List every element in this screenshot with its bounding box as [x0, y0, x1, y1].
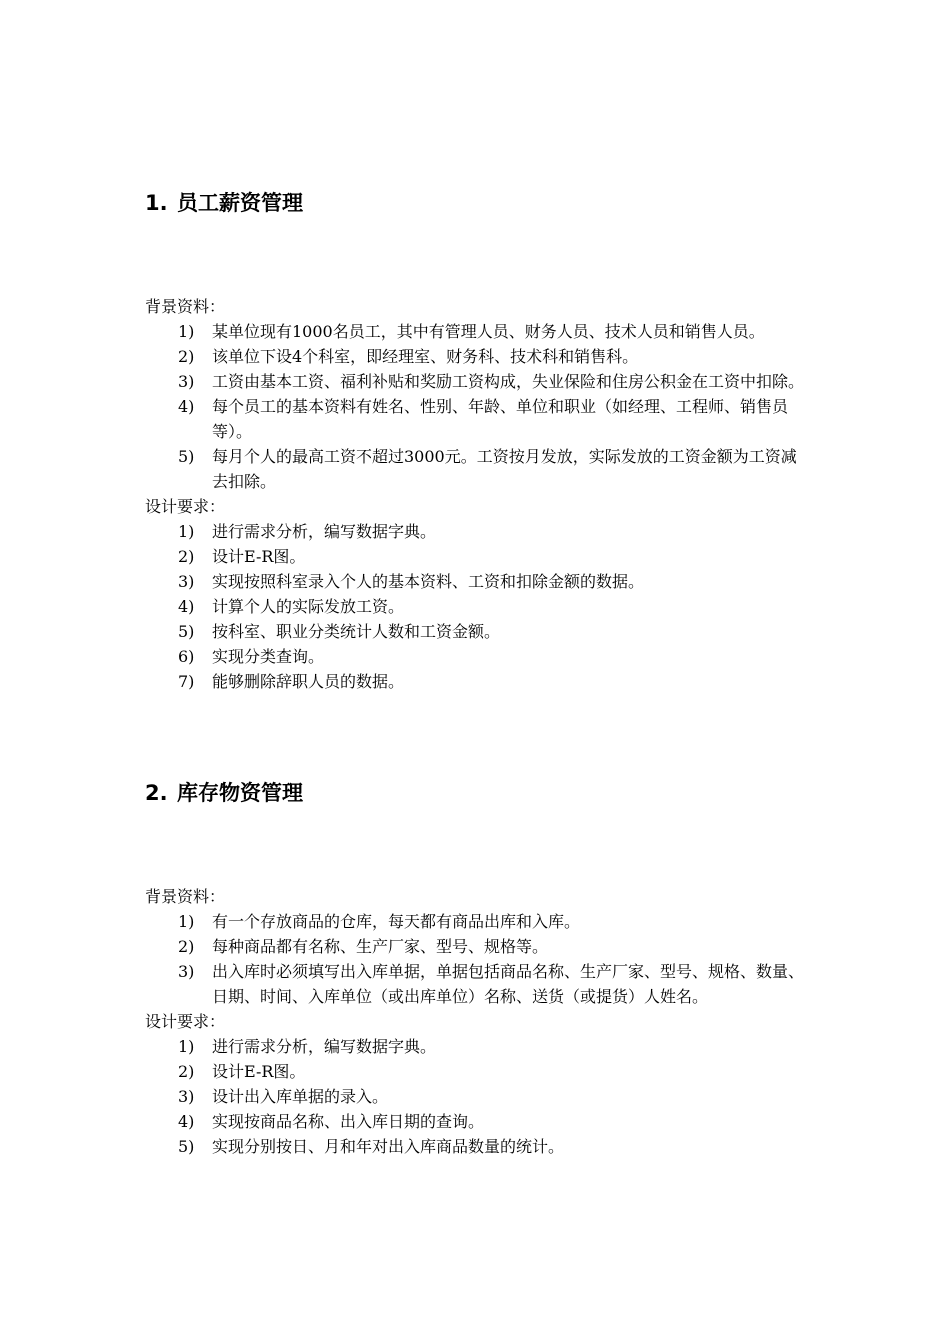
item-text: 每个员工的基本资料有姓名、性别、年龄、单位和职业（如经理、工程师、销售员等）。 [212, 397, 789, 441]
list-item [145, 1109, 810, 1134]
requirements-label: 设计要求： [145, 497, 226, 516]
item-number: 3) [178, 1087, 195, 1106]
item-number: 3) [178, 962, 195, 981]
list-item [145, 934, 810, 959]
list-item [145, 369, 810, 394]
list-item [145, 394, 810, 444]
item-text: 每种商品都有名称、生产厂家、型号、规格等。 [212, 937, 549, 956]
list-item [145, 959, 810, 1009]
list-item [145, 1084, 810, 1109]
item-text: 出入库时必须填写出入库单据，单据包括商品名称、生产厂家、型号、规格、数量、日期、时间、入库单位（或出库单位）名称、送货（或提货）人姓名。 [212, 962, 805, 1006]
list-item [145, 594, 810, 619]
list-item [145, 519, 810, 544]
item-number: 1) [178, 1037, 195, 1056]
item-text: 工资由基本工资、福利补贴和奖励工资构成，失业保险和住房公积金在工资中扣除。 [212, 372, 805, 391]
section-number: 1. [145, 191, 168, 215]
background-list [145, 319, 810, 494]
item-text: 设计E-R图。 [212, 547, 306, 566]
list-item [145, 1034, 810, 1059]
item-number: 1) [178, 322, 195, 341]
list-item [145, 909, 810, 934]
section-title: 员工薪资管理 [177, 191, 303, 215]
item-number: 3) [178, 372, 195, 391]
requirements-label: 设计要求： [145, 1012, 226, 1031]
requirements-list [145, 1034, 810, 1159]
list-item [145, 644, 810, 669]
item-text: 每月个人的最高工资不超过3000元。工资按月发放，实际发放的工资金额为工资减去扣除。 [212, 447, 797, 491]
item-text: 计算个人的实际发放工资。 [212, 597, 405, 616]
item-text: 某单位现有1000名员工，其中有管理人员、财务人员、技术人员和销售人员。 [212, 322, 765, 341]
item-text: 该单位下设4个科室，即经理室、财务科、技术科和销售科。 [212, 347, 639, 366]
item-text: 实现按商品名称、出入库日期的查询。 [212, 1112, 485, 1131]
section-inventory [145, 778, 810, 1159]
list-item [145, 319, 810, 344]
list-item [145, 544, 810, 569]
item-number: 1) [178, 912, 195, 931]
list-item [145, 619, 810, 644]
item-number: 3) [178, 572, 195, 591]
list-item [145, 344, 810, 369]
item-text: 按科室、职业分类统计人数和工资金额。 [212, 622, 501, 641]
item-number: 5) [178, 622, 195, 641]
background-list [145, 909, 810, 1009]
item-text: 进行需求分析，编写数据字典。 [212, 1037, 437, 1056]
list-item [145, 569, 810, 594]
item-number: 2) [178, 1062, 195, 1081]
item-number: 5) [178, 1137, 195, 1156]
item-number: 6) [178, 647, 195, 666]
item-text: 设计E-R图。 [212, 1062, 306, 1081]
requirements-list [145, 519, 810, 694]
section-heading [145, 188, 810, 218]
background-label: 背景资料： [145, 887, 226, 906]
item-number: 4) [178, 397, 195, 416]
section-title: 库存物资管理 [177, 781, 303, 805]
list-item [145, 1059, 810, 1084]
section-employee-salary [145, 188, 810, 694]
section-number: 2. [145, 781, 168, 805]
item-text: 实现分类查询。 [212, 647, 325, 666]
item-text: 有一个存放商品的仓库，每天都有商品出库和入库。 [212, 912, 581, 931]
item-text: 设计出入库单据的录入。 [212, 1087, 389, 1106]
item-number: 1) [178, 522, 195, 541]
background-label: 背景资料： [145, 297, 226, 316]
item-number: 2) [178, 347, 195, 366]
item-number: 7) [178, 672, 195, 691]
section-heading [145, 778, 810, 808]
item-number: 4) [178, 597, 195, 616]
list-item [145, 1134, 810, 1159]
item-text: 实现按照科室录入个人的基本资料、工资和扣除金额的数据。 [212, 572, 645, 591]
item-number: 2) [178, 547, 195, 566]
item-number: 2) [178, 937, 195, 956]
list-item [145, 444, 810, 494]
item-number: 5) [178, 447, 195, 466]
item-number: 4) [178, 1112, 195, 1131]
item-text: 实现分别按日、月和年对出入库商品数量的统计。 [212, 1137, 565, 1156]
list-item [145, 669, 810, 694]
item-text: 能够删除辞职人员的数据。 [212, 672, 405, 691]
item-text: 进行需求分析，编写数据字典。 [212, 522, 437, 541]
